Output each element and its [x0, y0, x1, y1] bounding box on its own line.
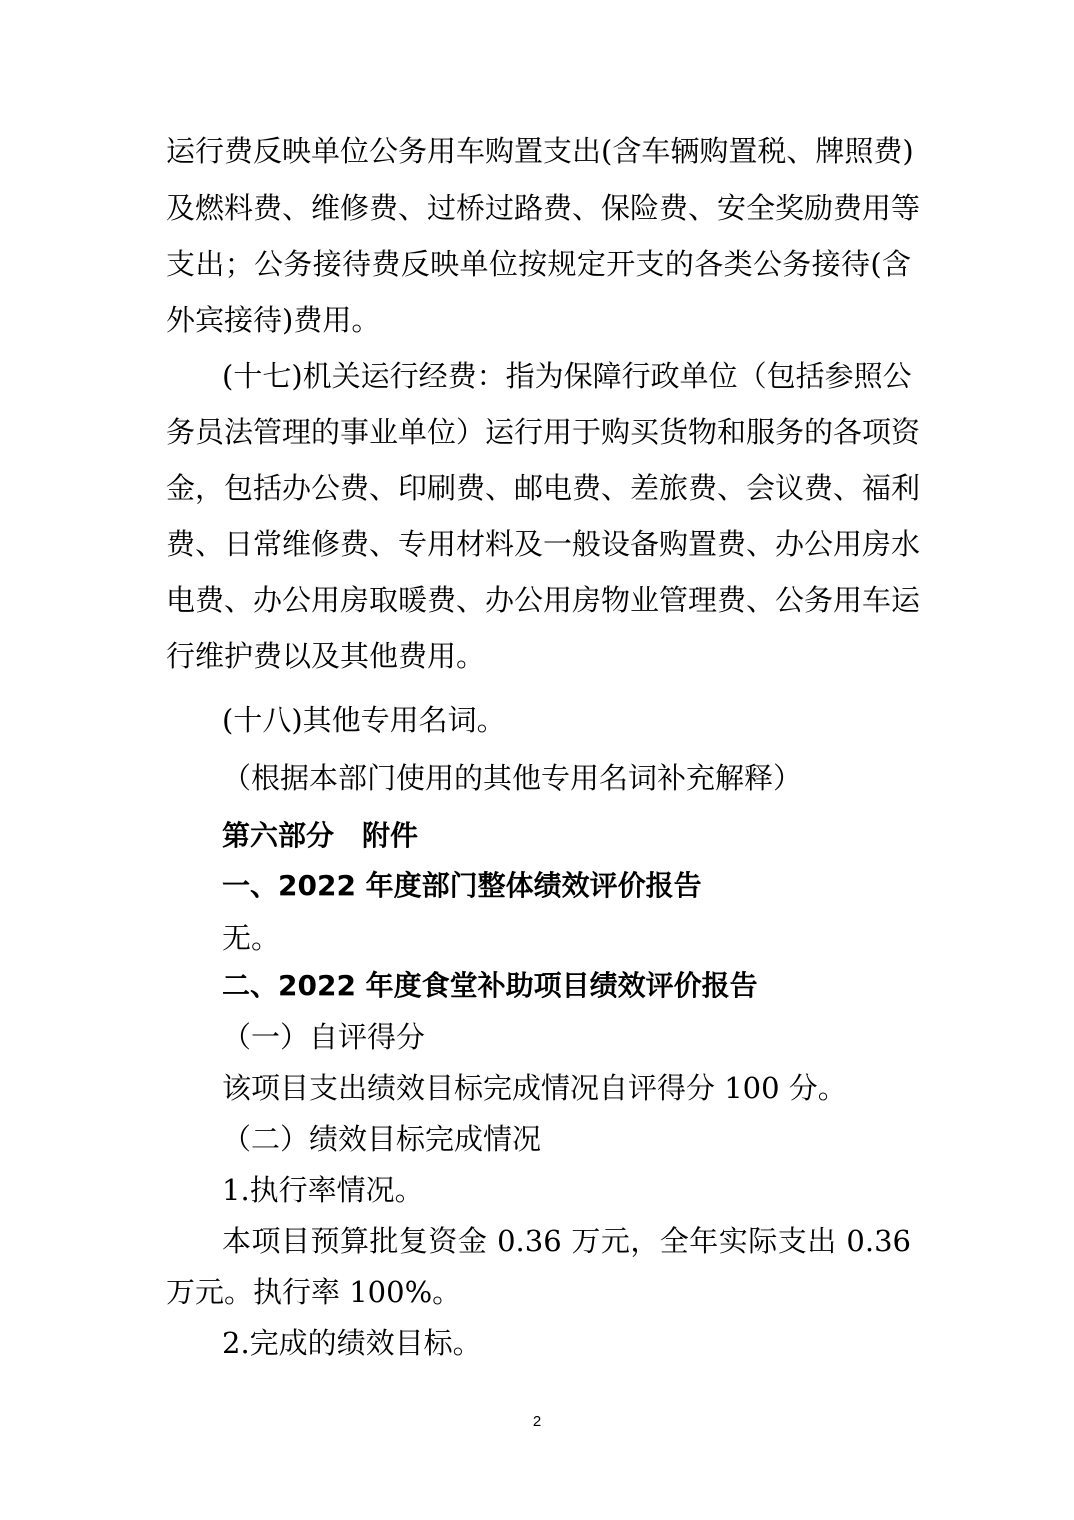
body-text-line: 本项目预算批复资金 0.36 万元，全年实际支出 0.36 [222, 1224, 911, 1258]
body-text-line: 1.执行率情况。 [222, 1173, 424, 1207]
body-text-line: 该项目支出绩效目标完成情况自评得分 100 分。 [222, 1071, 847, 1105]
body-text-line: 万元。执行率 100%。 [166, 1275, 462, 1309]
body-text-line: 无。 [222, 921, 281, 955]
section-heading: 第六部分 附件 [222, 819, 419, 852]
body-text-line: 运行费反映单位公务用车购置支出(含车辆购置税、牌照费) [166, 134, 914, 168]
body-text-line: （二）绩效目标完成情况 [222, 1122, 542, 1156]
body-text-line: 电费、办公用房取暖费、办公用房物业管理费、公务用车运 [166, 583, 921, 617]
body-text-line: (十七)机关运行经费：指为保障行政单位（包括参照公 [222, 359, 912, 393]
subsection-heading: 二、2022 年度食堂补助项目绩效评价报告 [222, 969, 758, 1002]
body-text-line: 金，包括办公费、印刷费、邮电费、差旅费、会议费、福利 [166, 471, 921, 505]
body-text-line: 务员法管理的事业单位）运行用于购买货物和服务的各项资 [166, 415, 921, 449]
page-number: 2 [532, 1413, 542, 1430]
body-text-line: 费、日常维修费、专用材料及一般设备购置费、办公用房水 [166, 527, 921, 561]
body-text-line: （根据本部门使用的其他专用名词补充解释） [222, 761, 803, 795]
body-text-line: 行维护费以及其他费用。 [166, 639, 486, 673]
body-text-line: 支出；公务接待费反映单位按规定开支的各类公务接待(含 [166, 247, 911, 281]
body-text-line: (十八)其他专用名词。 [222, 703, 506, 737]
subsection-heading: 一、2022 年度部门整体绩效评价报告 [222, 869, 702, 902]
body-text-line: 外宾接待)费用。 [166, 303, 381, 337]
body-text-line: 及燃料费、维修费、过桥过路费、保险费、安全奖励费用等 [166, 191, 921, 225]
body-text-line: 2.完成的绩效目标。 [222, 1326, 482, 1360]
body-text-line: （一）自评得分 [222, 1020, 426, 1054]
